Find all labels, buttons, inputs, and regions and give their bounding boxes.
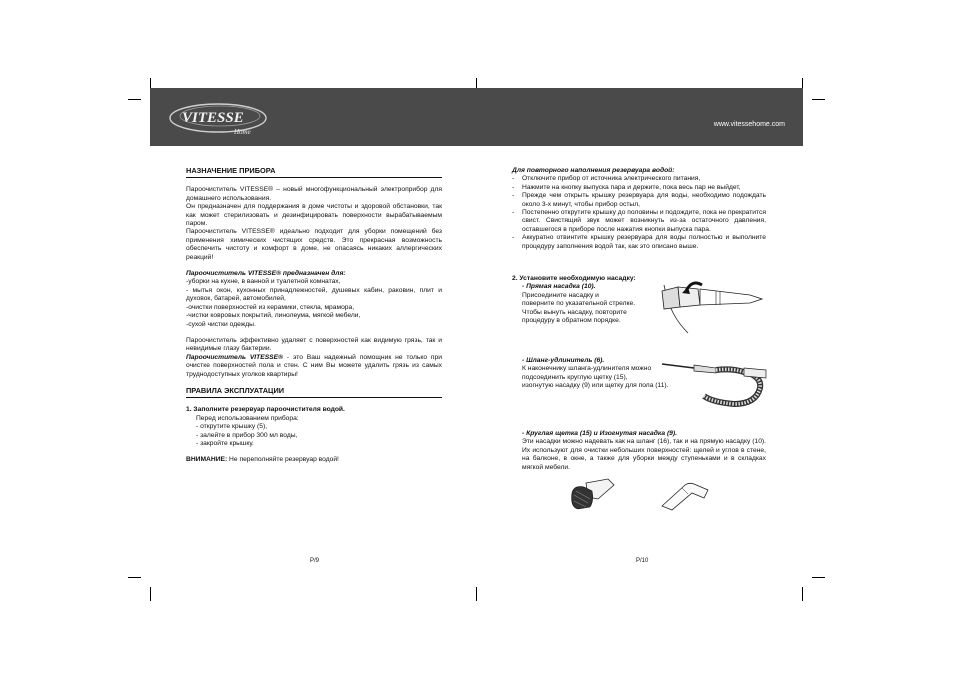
- bent-nozzle-illustration: [660, 480, 710, 512]
- uses-item: -чистки ковровых покрытий, линолеума, мягкой мебели,: [186, 312, 361, 320]
- crop-mark: [812, 99, 825, 100]
- crop-mark: [128, 577, 141, 578]
- purpose-para-5-rest: - это Ваш надежный помощник не только при очистке поверхностей пола и стен. С ним Вы можете удалить грязь из самых труднодоступных уголков квартиры!: [186, 353, 442, 378]
- refill-item: - Отключите прибор от источника электрического питания,: [512, 175, 766, 183]
- direct-nozzle-line: поверните по указательной стрелке.: [522, 300, 636, 308]
- purpose-para-4: Пароочиститель эффективно удаляет с поверхностей как видимую грязь, так и невидимые глазу бактерии.: [186, 336, 442, 353]
- section-title-purpose: НАЗНАЧЕНИЕ ПРИБОРА: [186, 166, 276, 175]
- hose-line: изогнутую насадку (9) или щетку для пола (11).: [522, 382, 669, 390]
- step2-block: [512, 275, 662, 325]
- crop-mark: [128, 99, 141, 100]
- purpose-para-3: Пароочиститель VITESSE® идеально подходит для уборки помещений без применения химических чистящих средств. Это прекрасная возможность обеспечить чистоту и комфорт в доме, не опасаясь никаких аллергических реакций!: [186, 228, 442, 261]
- brush-block: [522, 430, 766, 472]
- vitesse-logo: [168, 96, 278, 138]
- warning-label: ВНИМАНИЕ:: [186, 456, 228, 464]
- logo-brand: VITESSE: [182, 110, 244, 126]
- direct-nozzle-line: Чтобы вынуть насадку, повторите: [522, 308, 627, 316]
- hose-title: - Шланг-удлинитель (6).: [522, 357, 605, 364]
- crop-mark: [476, 587, 477, 601]
- crop-mark: [812, 577, 825, 578]
- page-number-right: P/10: [636, 558, 649, 564]
- title-rule: [186, 177, 442, 178]
- step-2: 2. Установите необходимую насадку:: [512, 275, 636, 282]
- direct-nozzle-line: Присоедините насадку и: [522, 291, 599, 299]
- uses-item: - мытья окон, кухонных принадлежностей, душевых кабин, раковин, плит и духовок, батарей, автомобилей,: [186, 286, 442, 303]
- round-brush-illustration: [568, 477, 620, 517]
- rules-item: - открутите крышку (5),: [196, 423, 268, 431]
- purpose-para-5: [186, 354, 442, 379]
- header-band: [150, 88, 803, 146]
- purpose-para-1: Пароочиститель VITESSE® – новый многофункциональный электроприбор для домашнего использования.: [186, 186, 442, 202]
- crop-mark: [150, 587, 151, 601]
- left-column: [186, 167, 442, 465]
- hose-block: [522, 357, 672, 391]
- refill-title: Для повторного наполнения резервуара водой:: [512, 167, 675, 174]
- hose-illustration: [658, 356, 770, 414]
- warning: [186, 456, 442, 464]
- right-column: [512, 167, 766, 251]
- direct-nozzle-title: - Прямая насадка (10).: [522, 283, 596, 291]
- hose-line: подсоединить круглую щетку (15),: [522, 373, 628, 381]
- uses-item: -уборки на кухне, в ванной и туалетной комнатах,: [186, 278, 341, 286]
- uses-item: -сухой чистки одежды.: [186, 320, 256, 328]
- section-title-rules: ПРАВИЛА ЭКСПЛУАТАЦИИ: [186, 385, 285, 395]
- website-url[interactable]: www.vitessehome.com: [713, 121, 785, 128]
- rules-step-1: 1. Заполните резервуар пароочистителя водой.: [186, 406, 345, 414]
- brush-text: Эти насадки можно надевать как на шланг (16), так и на прямую насадку (10). Их используют для очистки небольших поверхностей: щелей и углов в стене, на балконе, в окне, а также для уборки между ступеньками и в складках мягкой мебели.: [522, 438, 766, 471]
- hose-line: К наконечнику шланга-удлинителя можно: [522, 365, 652, 373]
- page-number-left: P/9: [310, 558, 320, 564]
- crop-mark: [802, 587, 803, 601]
- refill-item: - Аккуратно отвинтите крышку резервуара для воды полностью и выполните процедуру заполнения водой так, как это описано выше.: [512, 234, 766, 251]
- warning-text: Не переполняйте резервуар водой!: [227, 456, 339, 464]
- refill-item: - Нажмите на кнопку выпуска пара и держите, пока весь пар не выйдет,: [512, 184, 766, 192]
- refill-item: - Прежде чем открыть крышку резервуара для воды, необходимо подождать около 3-х минут, чтобы прибор остыл,: [512, 192, 766, 209]
- purpose-para-2: Он предназначен для поддержания в доме чистоты и здоровой обстановки, так как может стерилизовать и дезинфицировать поверхности вырабатываемым паром.: [186, 203, 442, 228]
- rules-item: - закройте крышку.: [196, 439, 254, 447]
- title-rule: [186, 397, 442, 398]
- rules-before: Перед использованием прибора:: [196, 414, 299, 422]
- logo-sub: Home: [234, 128, 251, 136]
- refill-item: - Постепенно открутите крышку до половины и подождите, пока не прекратится свист. Свистящий звук может возникнуть из-за остаточного давления, оставшегося в приборе после нажатия кнопки выпуска пара.: [512, 209, 766, 234]
- purpose-para-5-lead: Пароочиститель VITESSE®: [186, 353, 284, 361]
- uses-item: -очистки поверхностей из керамики, стекла, мрамора,: [186, 303, 355, 311]
- uses-title: Пароочиститель VITESSE® предназначен для:: [186, 270, 346, 278]
- direct-nozzle-line: процедуру в обратном порядке.: [522, 317, 621, 325]
- rules-item: - залейте в прибор 300 мл воды,: [196, 431, 298, 439]
- direct-nozzle-illustration: [658, 277, 768, 339]
- brush-title: - Круглая щетка (15) и Изогнутая насадка (9).: [522, 430, 677, 437]
